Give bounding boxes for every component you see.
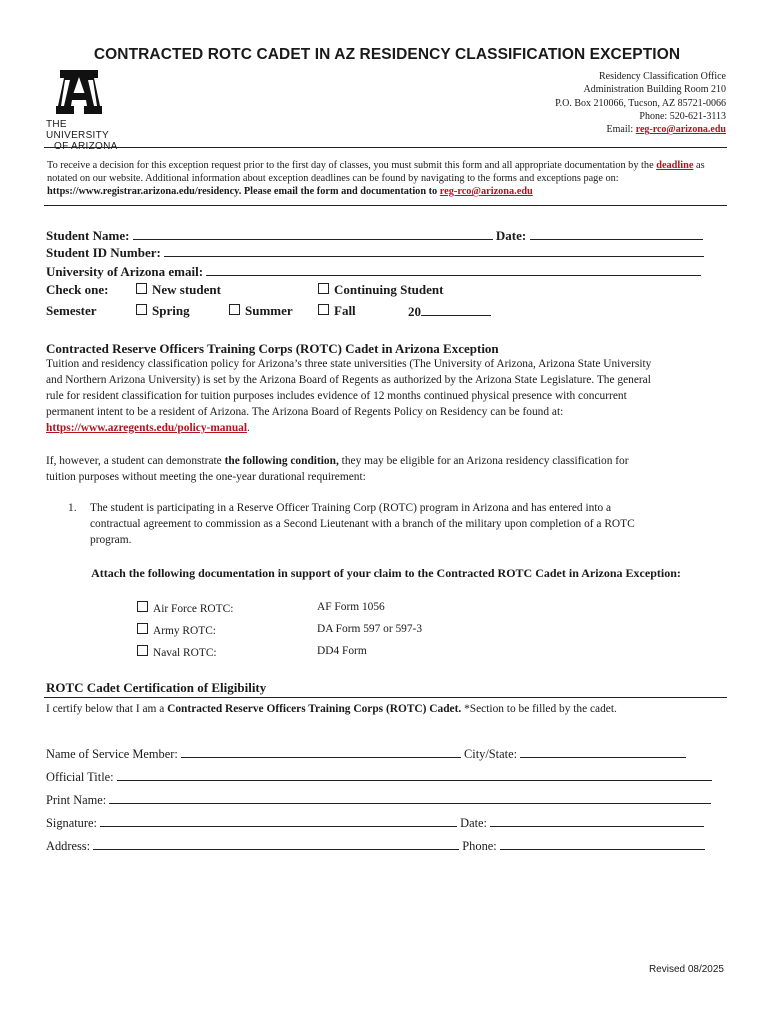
office-contact-block: [555, 70, 726, 136]
certify-text-pre: I certify below that I am a: [46, 703, 168, 715]
print-name-label: Print Name:: [46, 793, 107, 807]
list-item-line-3: program.: [90, 534, 132, 546]
print-name-row: [46, 791, 711, 808]
university-logo: [46, 70, 126, 152]
year-field-group: [408, 303, 491, 320]
city-state-field[interactable]: [520, 745, 686, 758]
website-text: https://www.registrar.arizona.edu/residency: [47, 186, 239, 197]
office-address: P.O. Box 210066, Tucson, AZ 85721-0066: [555, 97, 726, 109]
office-phone: Phone: 520-621-3113: [639, 110, 726, 122]
intro-text-3: . Please email the form and documentation to: [238, 186, 440, 197]
logo-text-line2: OF ARIZONA: [54, 141, 118, 152]
office-email-link[interactable]: reg-rco@arizona.edu: [635, 124, 726, 136]
intro-email-link[interactable]: reg-rco@arizona.edu: [439, 186, 533, 197]
fall-checkbox[interactable]: [318, 304, 329, 315]
year-field[interactable]: [421, 303, 491, 316]
condition-text-line2: tuition purposes without meeting the one-year durational requirement:: [46, 471, 366, 483]
student-date-field[interactable]: [530, 227, 703, 240]
office-name: Residency Classification Office: [598, 71, 726, 82]
address-label: Address:: [46, 839, 91, 853]
student-id-label: Student ID Number:: [46, 245, 161, 260]
official-title-label: Official Title:: [46, 770, 114, 784]
service-member-label: Name of Service Member:: [46, 747, 178, 761]
doc-row-air-force: [137, 601, 385, 615]
revised-date: Revised 08/2025: [648, 964, 724, 975]
summer-checkbox[interactable]: [229, 304, 240, 315]
policy-line-3: rule for resident classification for tuition purposes includes evidence of 12 months continued physical presence with concurrent: [46, 390, 627, 402]
office-email-label: Email:: [606, 124, 636, 136]
rotc-exception-heading: Contracted Reserve Officers Training Corps (ROTC) Cadet in Arizona Exception: [46, 341, 499, 356]
summer-option[interactable]: [229, 303, 293, 319]
student-email-field[interactable]: [206, 263, 701, 276]
continuing-student-option[interactable]: [318, 282, 443, 298]
air-force-label: Air Force ROTC:: [153, 603, 234, 615]
student-name-label: Student Name:: [46, 228, 130, 243]
address-row: [46, 837, 705, 854]
list-item-number: 1.: [68, 502, 77, 514]
office-room: Administration Building Room 210: [583, 84, 726, 96]
student-name-row: [46, 227, 703, 244]
air-force-checkbox[interactable]: [137, 601, 148, 612]
deadline-link[interactable]: deadline: [656, 160, 694, 171]
intro-paragraph: [47, 159, 727, 198]
attach-heading: Attach the following documentation in support of your claim to the Contracted ROTC Cadet in Arizona Exception:: [91, 566, 681, 580]
signature-field[interactable]: [100, 814, 457, 827]
list-item-line-1: The student is participating in a Reserve Officer Training Corp (ROTC) program in Arizona and has entered into a: [90, 502, 612, 514]
fall-label: Fall: [334, 303, 356, 318]
signature-row: [46, 814, 704, 831]
army-form: DA Form 597 or 597-3: [317, 623, 423, 635]
fall-option[interactable]: [318, 303, 356, 319]
policy-paragraph: Tuition and residency classification policy for Arizona’s three state universities (The University of Arizona, Arizona State University and Northern Arizona University) is set by the Arizona Board of Regents as authorized by the Arizona State Legislature. The general rule for resident classification for tuition purposes includes evidence of 12 months continued physical presence with concurrent permanent intent to be a resident of Arizona. The Arizona Board of Regents Policy on Residency can be found at: https://www.azregents.edu/policy-manual.: [46, 356, 726, 436]
certify-text-bold: Contracted Reserve Officers Training Corps (ROTC) Cadet.: [167, 703, 462, 715]
list-item-line-2: contractual agreement to commission as a Second Lieutenant with a branch of the military upon completion of a ROTC: [90, 518, 635, 530]
army-checkbox[interactable]: [137, 623, 148, 634]
spring-label: Spring: [152, 303, 190, 318]
new-student-option[interactable]: [136, 282, 221, 298]
condition-text-bold: the following condition,: [224, 455, 339, 467]
doc-row-army: [137, 623, 423, 637]
summer-label: Summer: [245, 303, 293, 318]
service-member-field[interactable]: [181, 745, 461, 758]
check-one-label: Check one:: [46, 282, 109, 297]
naval-label: Naval ROTC:: [153, 647, 217, 659]
signature-label: Signature:: [46, 816, 97, 830]
spring-checkbox[interactable]: [136, 304, 147, 315]
student-email-label: University of Arizona email:: [46, 264, 204, 279]
year-prefix: 20: [408, 304, 421, 319]
condition-text-pre: If, however, a student can demonstrate: [46, 455, 225, 467]
continuing-student-label: Continuing Student: [334, 282, 444, 297]
header-divider: [44, 147, 727, 148]
policy-line-4: permanent intent to be a resident of Arizona. The Arizona Board of Regents Policy on Residency can be found at:: [46, 406, 564, 418]
policy-line-2: and Northern Arizona University) is set by the Arizona Board of Regents as authorized by the Arizona State Legislature. The general: [46, 374, 651, 386]
spring-option[interactable]: [136, 303, 190, 319]
student-email-row: [46, 263, 701, 280]
cert-date-field[interactable]: [490, 814, 704, 827]
check-one-row: [46, 282, 726, 298]
phone-field[interactable]: [500, 837, 705, 850]
condition-text-post: they may be eligible for an Arizona residency classification for: [338, 455, 629, 467]
semester-row: [46, 303, 726, 319]
student-id-field[interactable]: [164, 244, 704, 257]
official-title-row: [46, 768, 712, 785]
city-state-label: City/State:: [464, 747, 518, 761]
service-member-row: [46, 745, 686, 762]
certify-text-post: *Section to be filled by the cadet.: [461, 703, 617, 715]
policy-manual-link[interactable]: https://www.azregents.edu/policy-manual: [46, 422, 248, 434]
block-a-logo-icon: [56, 70, 102, 114]
cert-date-label: Date:: [460, 816, 487, 830]
naval-checkbox[interactable]: [137, 645, 148, 656]
naval-form: DD4 Form: [317, 645, 367, 657]
certification-divider: [44, 697, 727, 698]
address-field[interactable]: [93, 837, 459, 850]
print-name-field[interactable]: [109, 791, 711, 804]
policy-line-1: Tuition and residency classification policy for Arizona’s three state universities (The University of Arizona, Arizona State University: [46, 358, 652, 370]
army-label: Army ROTC:: [153, 625, 216, 637]
logo-text-line1: THE UNIVERSITY: [46, 119, 110, 141]
phone-label: Phone:: [462, 839, 497, 853]
intro-divider: [44, 205, 727, 206]
document-title: CONTRACTED ROTC CADET IN AZ RESIDENCY CLASSIFICATION EXCEPTION: [93, 46, 681, 63]
air-force-form: AF Form 1056: [317, 601, 385, 613]
doc-row-naval: [137, 645, 367, 659]
student-id-row: [46, 244, 704, 261]
certification-heading: ROTC Cadet Certification of Eligibility: [46, 680, 267, 695]
continuing-student-checkbox[interactable]: [318, 283, 329, 294]
intro-text-2: as notated on our website. Additional information about exception deadlines can be found by navigating to the forms and exceptions page on:: [47, 160, 705, 184]
certify-statement: [46, 703, 617, 715]
semester-label: Semester: [46, 303, 97, 318]
intro-text-1: To receive a decision for this exception request prior to the first day of classes, you must submit this form and all appropriate documentation by the: [47, 160, 654, 171]
new-student-label: New student: [152, 282, 221, 297]
official-title-field[interactable]: [117, 768, 712, 781]
new-student-checkbox[interactable]: [136, 283, 147, 294]
condition-paragraph: [46, 453, 726, 485]
student-date-label: Date:: [495, 228, 527, 243]
student-name-field[interactable]: [133, 227, 493, 240]
